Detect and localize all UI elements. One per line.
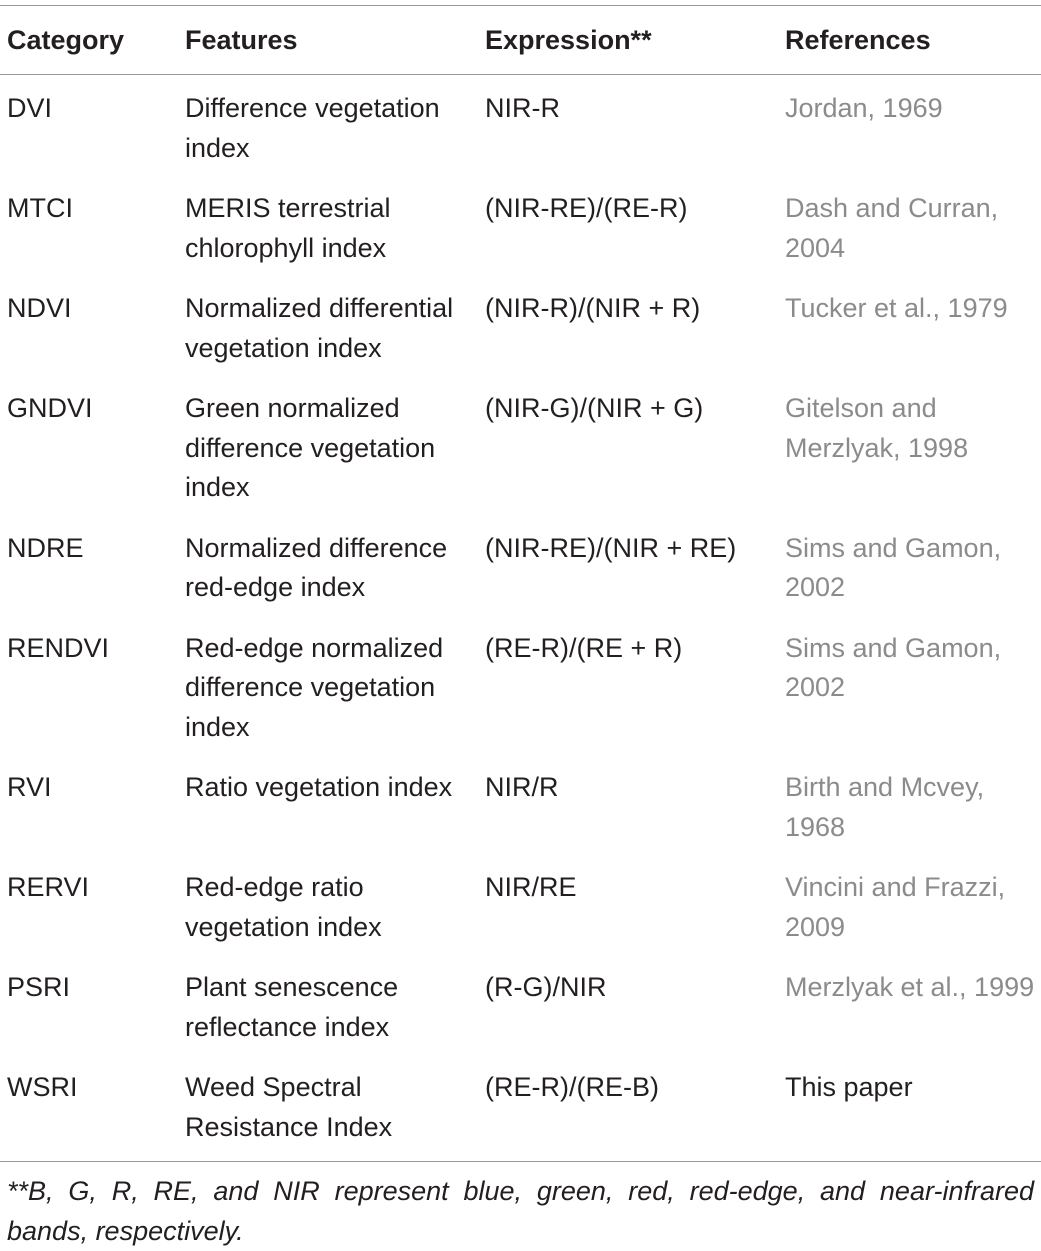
table-row: [0, 515, 1041, 615]
cell-category: PSRI: [7, 972, 71, 1002]
cell-category: NDRE: [7, 532, 84, 563]
cell-reference-link[interactable]: Jordan, 1969: [785, 93, 943, 123]
table-row: [0, 1054, 1041, 1162]
cell-reference-link[interactable]: Vincini and Frazzi, 2009: [785, 872, 1006, 942]
cell-feature: Plant senescence reflectance index: [185, 972, 399, 1042]
table-row: [0, 754, 1041, 854]
cell-expression: (R-G)/NIR: [485, 972, 607, 1002]
cell-category: WSRI: [7, 1072, 78, 1102]
cell-feature: Ratio vegetation index: [185, 772, 453, 802]
table-row: [0, 615, 1041, 755]
cell-category: RERVI: [7, 872, 90, 902]
cell-category: NDVI: [7, 293, 72, 323]
cell-reference-link[interactable]: Tucker et al., 1979: [785, 293, 1008, 323]
cell-expression: NIR/R: [485, 772, 559, 802]
cell-expression: (NIR-R)/(NIR + R): [485, 293, 701, 323]
header-expression: Expression**: [485, 24, 652, 55]
table-body: [0, 75, 1041, 1162]
table-row: [0, 954, 1041, 1054]
table-row: [0, 175, 1041, 275]
cell-reference-link[interactable]: Sims and Gamon, 2002: [785, 532, 1002, 602]
table-row: [0, 854, 1041, 954]
cell-expression: (NIR-RE)/(NIR + RE): [485, 532, 737, 563]
cell-reference-link[interactable]: Merzlyak et al., 1999: [785, 972, 1035, 1002]
spectral-index-table: [0, 5, 1041, 1162]
table-row: [0, 75, 1041, 176]
cell-expression: NIR-R: [485, 93, 560, 123]
header-category: Category: [7, 24, 125, 55]
cell-expression: (RE-R)/(RE + R): [485, 632, 683, 663]
cell-reference: This paper: [785, 1072, 913, 1102]
cell-feature: Normalized difference red-edge index: [185, 532, 448, 602]
header-references: References: [785, 24, 931, 55]
cell-reference-link[interactable]: Birth and Mcvey, 1968: [785, 772, 985, 842]
cell-category: MTCI: [7, 193, 73, 223]
cell-reference-link[interactable]: Dash and Curran, 2004: [785, 193, 999, 263]
cell-category: GNDVI: [7, 393, 93, 423]
table-row: [0, 375, 1041, 515]
cell-feature: Difference vegetation index: [185, 93, 440, 163]
table-header: [0, 6, 1041, 75]
cell-expression: NIR/RE: [485, 872, 577, 902]
cell-expression: (NIR-RE)/(RE-R): [485, 193, 688, 223]
cell-expression: (NIR-G)/(NIR + G): [485, 393, 704, 423]
cell-feature: Green normalized difference vegetation index: [185, 393, 436, 502]
cell-category: DVI: [7, 93, 53, 123]
table-row: [0, 275, 1041, 375]
cell-feature: Weed Spectral Resistance Index: [185, 1072, 393, 1142]
header-row: [0, 6, 1041, 75]
cell-category: RENDVI: [7, 632, 110, 663]
cell-reference-link[interactable]: Gitelson and Merzlyak, 1998: [785, 393, 969, 463]
header-features: Features: [185, 24, 298, 55]
cell-feature: Red-edge normalized difference vegetation index: [185, 632, 444, 742]
cell-category: RVI: [7, 772, 52, 802]
cell-expression: (RE-R)/(RE-B): [485, 1072, 659, 1102]
table-footnote: **B, G, R, RE, and NIR represent blue, green, red, red-edge, and near-infrared bands, respectively.: [7, 1176, 1034, 1246]
cell-reference-link[interactable]: Sims and Gamon, 2002: [785, 632, 1002, 702]
cell-feature: Normalized differential vegetation index: [185, 293, 454, 363]
cell-feature: Red-edge ratio vegetation index: [185, 872, 382, 942]
cell-feature: MERIS terrestrial chlorophyll index: [185, 193, 391, 263]
